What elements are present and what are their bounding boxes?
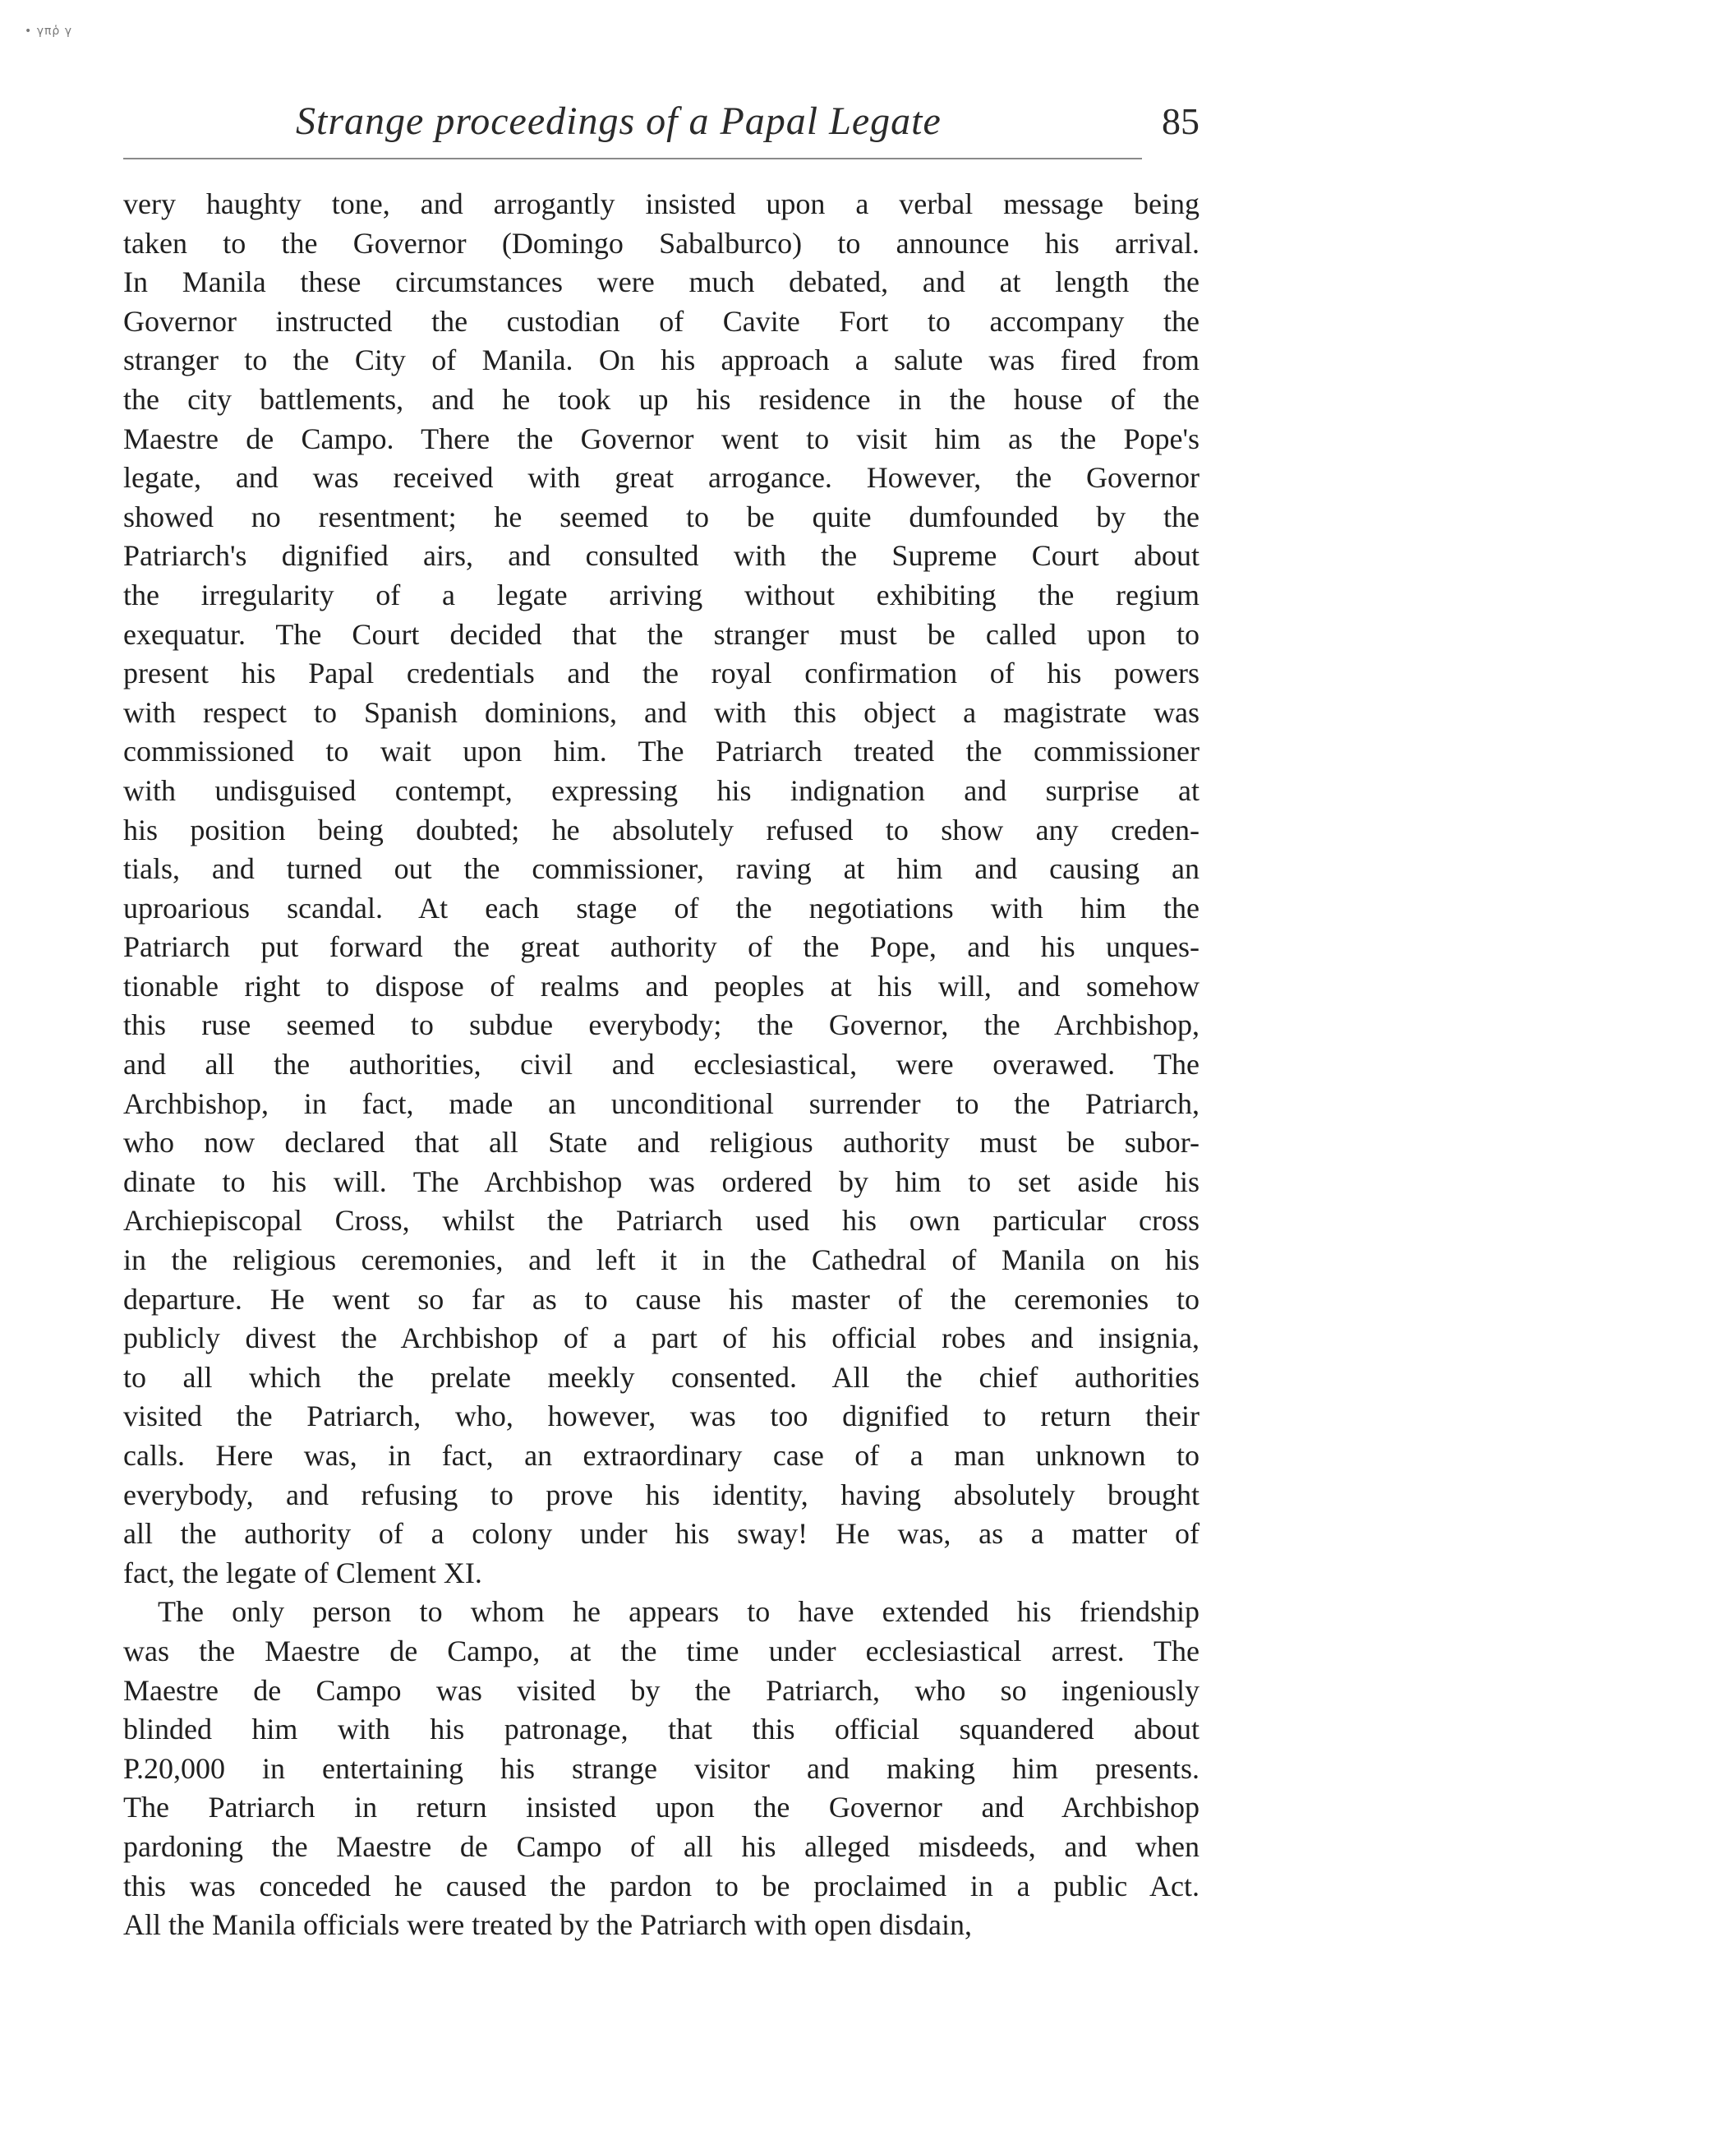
text-line: Maestre de Campo was visited by the Patriarch, who so ingeniously	[123, 1673, 1200, 1707]
text-line: Maestre de Campo. There the Governor went to visit him as the Pope's	[123, 422, 1200, 455]
text-line: tionable right to dispose of realms and peoples at his will, and somehow	[123, 969, 1200, 1003]
text-line: with respect to Spanish dominions, and with this object a magistrate was	[123, 695, 1200, 729]
text-line: everybody, and refusing to prove his identity, having absolutely brought	[123, 1478, 1200, 1511]
text-line: legate, and was received with great arrogance. However, the Governor	[123, 461, 1200, 495]
text-line: fact, the legate of Clement XI.	[123, 1556, 482, 1589]
text-line: uproarious scandal. At each stage of the negotiations with him the	[123, 891, 1200, 925]
text-line: taken to the Governor (Domingo Sabalburco) to announce his arrival.	[123, 226, 1200, 260]
text-line: who now declared that all State and religious authority must be subor-	[123, 1126, 1200, 1160]
text-line: The Patriarch in return insisted upon the Governor and Archbishop	[123, 1791, 1200, 1824]
running-head	[123, 99, 1200, 164]
running-title: Strange proceedings of a Papal Legate	[296, 99, 942, 143]
text-line: this was conceded he caused the pardon to be proclaimed in a public Act.	[123, 1869, 1200, 1902]
head-rule	[123, 158, 1142, 159]
text-line: and all the authorities, civil and ecclesiastical, were overawed. The	[123, 1048, 1200, 1081]
text-line: showed no resentment; he seemed to be quite dumfounded by the	[123, 500, 1200, 533]
text-line: All the Manila officials were treated by the Patriarch with open disdain,	[123, 1908, 973, 1942]
text-line: very haughty tone, and arrogantly insisted upon a verbal message being	[123, 187, 1200, 220]
text-line: Archbishop, in fact, made an unconditional surrender to the Patriarch,	[123, 1086, 1200, 1120]
body-text	[123, 185, 1200, 1945]
text-line: Governor instructed the custodian of Cavite Fort to accompany the	[123, 304, 1200, 338]
text-line: Patriarch put forward the great authority of the Pope, and his unques-	[123, 930, 1200, 964]
text-line: calls. Here was, in fact, an extraordinary case of a man unknown to	[123, 1439, 1200, 1472]
text-line: departure. He went so far as to cause his master of the ceremonies to	[123, 1282, 1200, 1316]
text-line: Patriarch's dignified airs, and consulted with the Supreme Court about	[123, 539, 1200, 573]
text-line: the irregularity of a legate arriving without exhibiting the regium	[123, 578, 1200, 611]
text-line: exequatur. The Court decided that the stranger must be called upon to	[123, 617, 1200, 651]
text-line: Archiepiscopal Cross, whilst the Patriarch used his own particular cross	[123, 1204, 1200, 1238]
text-line: visited the Patriarch, who, however, was too dignified to return their	[123, 1400, 1200, 1433]
text-line: publicly divest the Archbishop of a part of his official robes and insignia,	[123, 1321, 1200, 1355]
text-line: blinded him with his patronage, that this official squandered about	[123, 1713, 1200, 1746]
text-line: with undisguised contempt, expressing his indignation and surprise at	[123, 773, 1200, 807]
text-line: commissioned to wait upon him. The Patriarch treated the commissioner	[123, 735, 1200, 768]
text-line: dinate to his will. The Archbishop was ordered by him to set aside his	[123, 1164, 1200, 1198]
text-line: his position being doubted; he absolutely refused to show any creden-	[123, 813, 1200, 846]
text-line: all the authority of a colony under his sway! He was, as a matter of	[123, 1517, 1200, 1551]
corner-mark: • γπῥ γ	[25, 25, 73, 38]
text-line: present his Papal credentials and the royal confirmation of his powers	[123, 657, 1200, 690]
text-line: was the Maestre de Campo, at the time under ecclesiastical arrest. The	[123, 1634, 1200, 1667]
text-line: to all which the prelate meekly consented. All the chief authorities	[123, 1360, 1200, 1394]
text-line: this ruse seemed to subdue everybody; the Governor, the Archbishop,	[123, 1008, 1200, 1042]
text-line: The only person to whom he appears to have extended his friendship	[158, 1595, 1200, 1629]
text-line: stranger to the City of Manila. On his approach a salute was fired from	[123, 344, 1200, 377]
text-line: pardoning the Maestre de Campo of all his alleged misdeeds, and when	[123, 1829, 1200, 1863]
text-line: the city battlements, and he took up his residence in the house of the	[123, 382, 1200, 416]
text-line: In Manila these circumstances were much debated, and at length the	[123, 265, 1200, 299]
text-line: tials, and turned out the commissioner, raving at him and causing an	[123, 852, 1200, 886]
page-number: 85	[1162, 100, 1200, 142]
text-line: in the religious ceremonies, and left it in the Cathedral of Manila on his	[123, 1243, 1200, 1277]
text-line: P.20,000 in entertaining his strange visitor and making him presents.	[123, 1751, 1200, 1785]
